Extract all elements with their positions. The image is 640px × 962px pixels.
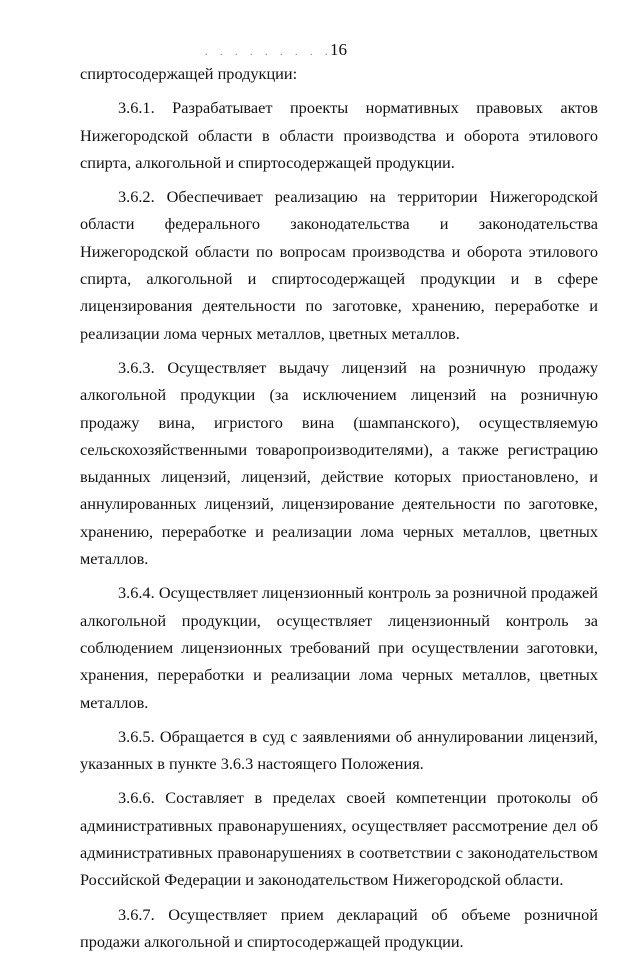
- paragraph-3-6-1: 3.6.1. Разрабатывает проекты нормативных правовых актов Нижегородской области в области производства и оборота этилового спирта, алкогольной и спиртосодержащей продукции.: [80, 98, 598, 172]
- paragraph-continuation: спиртосодержащей продукции:: [80, 64, 298, 83]
- paragraph-3-6-3: 3.6.3. Осуществляет выдачу лицензий на розничную продажу алкогольной продукции (за исключением лицензий на розничную продажу вина, игристого вина (шампанского), осуществляемую сельскохозяйственными товаропроизводителями), а также регистрацию выданных лицензий, лицензий, действие которых приостановлено, и аннулированных лицензий, лицензирование деятельности по заготовке, хранению, переработке и реализации лома черных металлов, цветных металлов.: [80, 357, 598, 569]
- paragraph-3-6-6: 3.6.6. Составляет в пределах своей компетенции протоколы об административных правонарушениях, осуществляет рассмотрение дел об административных правонарушениях в соответствии с законодательством Российской Федерации и законодательством Нижегородской области.: [80, 788, 598, 890]
- page-number: 16: [330, 40, 347, 59]
- paragraph-3-6-2: 3.6.2. Обеспечивает реализацию на территории Нижегородской области федерального законодательства и законодательства Нижегородской области по вопросам производства и оборота этилового спирта, алкогольной и спиртосодержащей продукции и в сфере лицензирования деятельности по заготовке, хранению, переработке и реализации лома черных металлов, цветных металлов.: [80, 187, 598, 343]
- paragraph-3-6-5: 3.6.5. Обращается в суд с заявлениями об аннулировании лицензий, указанных в пункте 3.6.3 настоящего Положения.: [80, 726, 598, 774]
- header-marks: . . . . . . . . .: [205, 47, 333, 58]
- paragraph-3-6-7: 3.6.7. Осуществляет прием деклараций об объеме розничной продажи алкогольной и спиртосодержащей продукции.: [80, 904, 598, 951]
- paragraph-3-6-4: 3.6.4. Осуществляет лицензионный контроль за розничной продажей алкогольной продукции, осуществляет лицензионный контроль за соблюдением лицензионных требований при осуществлении заготовки, хранения, переработки и реализации лома черных металлов, цветных металлов.: [80, 583, 598, 712]
- document-body: [80, 60, 598, 962]
